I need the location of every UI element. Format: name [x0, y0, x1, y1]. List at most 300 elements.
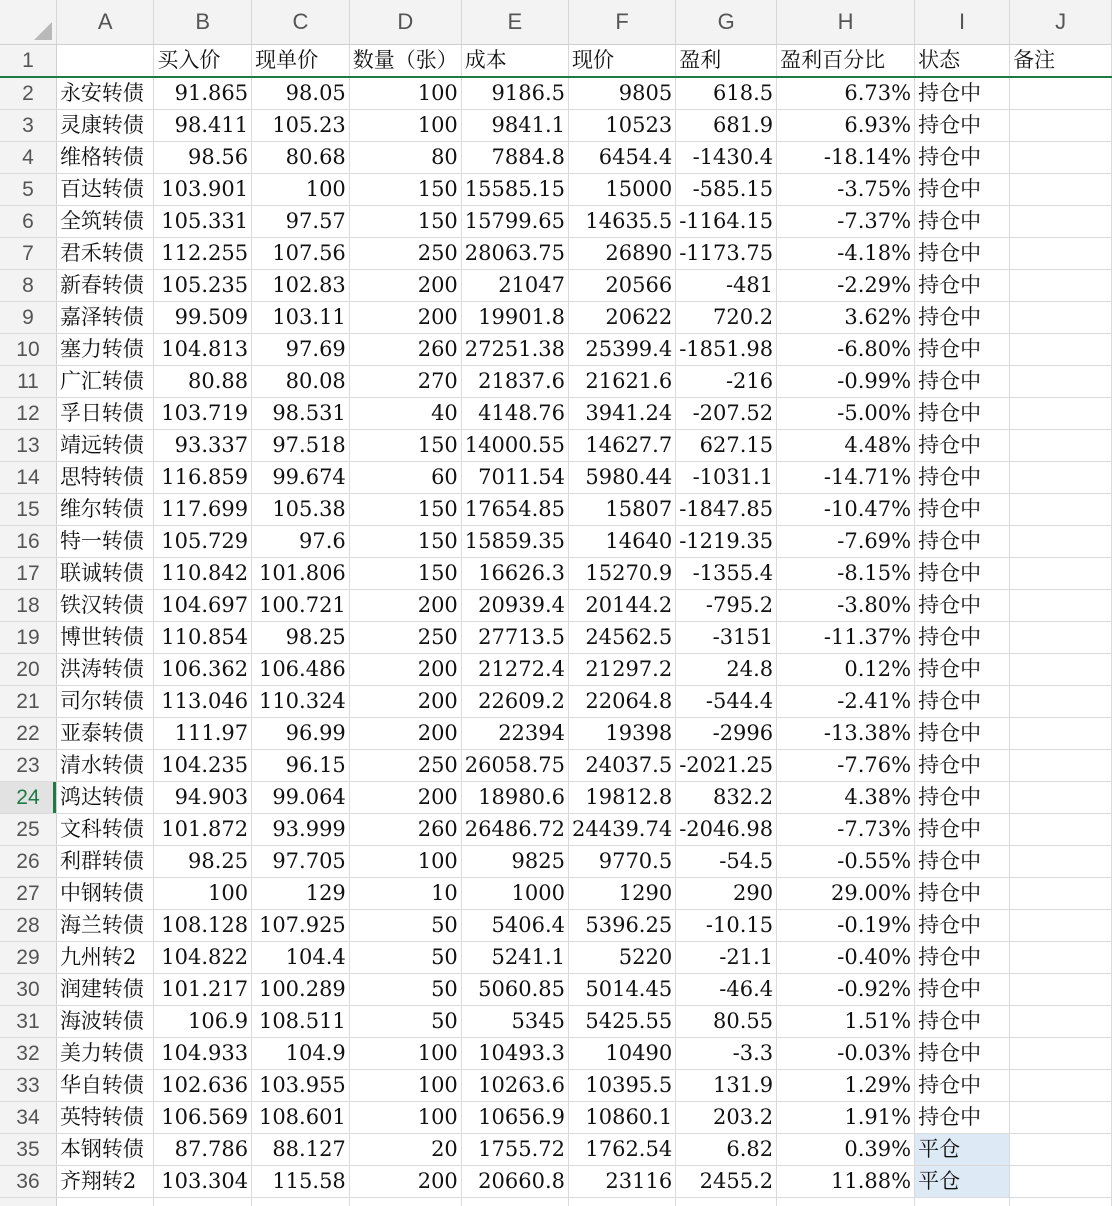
- status-cell[interactable]: 持仓中: [915, 174, 1010, 206]
- status-cell[interactable]: 持仓中: [915, 430, 1010, 462]
- buy-price-cell[interactable]: 111.97: [154, 718, 252, 750]
- cost-cell[interactable]: 9825: [461, 846, 568, 878]
- status-cell[interactable]: 平仓: [915, 1166, 1010, 1198]
- profit-cell[interactable]: -2996: [676, 718, 777, 750]
- buy-price-cell[interactable]: 105.729: [154, 526, 252, 558]
- current-value-cell[interactable]: 14635.5: [569, 206, 676, 238]
- bond-name-cell[interactable]: 永安转债: [56, 77, 153, 110]
- profit-cell[interactable]: -3151: [676, 622, 777, 654]
- row-header[interactable]: 29: [0, 942, 56, 974]
- note-cell[interactable]: [1010, 846, 1112, 878]
- column-header-j[interactable]: J: [1010, 0, 1112, 45]
- note-cell[interactable]: [1010, 974, 1112, 1006]
- cost-cell[interactable]: 7884.8: [461, 142, 568, 174]
- row-header[interactable]: 35: [0, 1134, 56, 1166]
- cost-cell[interactable]: 19901.8: [461, 302, 568, 334]
- profit-percent-cell[interactable]: -14.71%: [777, 462, 915, 494]
- cost-cell[interactable]: 9841.1: [461, 110, 568, 142]
- header-cell[interactable]: 买入价: [154, 45, 252, 78]
- current-value-cell[interactable]: 10395.5: [569, 1070, 676, 1102]
- bond-name-cell[interactable]: 鸿达转债: [56, 782, 153, 814]
- cost-cell[interactable]: 5060.85: [461, 974, 568, 1006]
- row-header[interactable]: 1: [0, 45, 56, 78]
- quantity-cell[interactable]: 150: [349, 494, 461, 526]
- bond-name-cell[interactable]: 百达转债: [56, 174, 153, 206]
- current-unit-price-cell[interactable]: 103.955: [252, 1070, 350, 1102]
- cost-cell[interactable]: 27713.5: [461, 622, 568, 654]
- current-unit-price-cell[interactable]: 97.69: [252, 334, 350, 366]
- cost-cell[interactable]: 22394: [461, 718, 568, 750]
- current-value-cell[interactable]: 5220: [569, 942, 676, 974]
- buy-price-cell[interactable]: 100: [154, 878, 252, 910]
- row-header[interactable]: 3: [0, 110, 56, 142]
- status-cell[interactable]: 持仓中: [915, 1102, 1010, 1134]
- buy-price-cell[interactable]: 105.331: [154, 206, 252, 238]
- row-header[interactable]: 32: [0, 1038, 56, 1070]
- current-unit-price-cell[interactable]: 98.25: [252, 622, 350, 654]
- bond-name-cell[interactable]: 特一转债: [56, 526, 153, 558]
- current-unit-price-cell[interactable]: 108.511: [252, 1006, 350, 1038]
- cost-cell[interactable]: 15859.35: [461, 526, 568, 558]
- buy-price-cell[interactable]: 105.235: [154, 270, 252, 302]
- bond-name-cell[interactable]: 君禾转债: [56, 238, 153, 270]
- cost-cell[interactable]: 1000: [461, 878, 568, 910]
- current-value-cell[interactable]: 20622: [569, 302, 676, 334]
- bond-name-cell[interactable]: 嘉泽转债: [56, 302, 153, 334]
- profit-cell[interactable]: 720.2: [676, 302, 777, 334]
- quantity-cell[interactable]: 10: [349, 878, 461, 910]
- row-header[interactable]: 17: [0, 558, 56, 590]
- current-unit-price-cell[interactable]: 80.08: [252, 366, 350, 398]
- column-header-h[interactable]: H: [777, 0, 915, 45]
- bond-name-cell[interactable]: 铁汉转债: [56, 590, 153, 622]
- profit-percent-cell[interactable]: -13.38%: [777, 718, 915, 750]
- quantity-cell[interactable]: 60: [349, 462, 461, 494]
- note-cell[interactable]: [1010, 718, 1112, 750]
- buy-price-cell[interactable]: 94.903: [154, 782, 252, 814]
- current-value-cell[interactable]: 5014.45: [569, 974, 676, 1006]
- bond-name-cell[interactable]: 孚日转债: [56, 398, 153, 430]
- buy-price-cell[interactable]: 116.859: [154, 462, 252, 494]
- current-value-cell[interactable]: 21621.6: [569, 366, 676, 398]
- profit-cell[interactable]: -1031.1: [676, 462, 777, 494]
- buy-price-cell[interactable]: 93.337: [154, 430, 252, 462]
- bond-name-cell[interactable]: 海兰转债: [56, 910, 153, 942]
- profit-cell[interactable]: -54.5: [676, 846, 777, 878]
- cost-cell[interactable]: 20660.8: [461, 1166, 568, 1198]
- current-unit-price-cell[interactable]: 80.68: [252, 142, 350, 174]
- current-value-cell[interactable]: 1762.54: [569, 1134, 676, 1166]
- status-cell[interactable]: 持仓中: [915, 910, 1010, 942]
- current-value-cell[interactable]: 24037.5: [569, 750, 676, 782]
- status-cell[interactable]: 持仓中: [915, 814, 1010, 846]
- quantity-cell[interactable]: 100: [349, 110, 461, 142]
- status-cell[interactable]: 持仓中: [915, 878, 1010, 910]
- current-value-cell[interactable]: 20144.2: [569, 590, 676, 622]
- profit-cell[interactable]: -21.1: [676, 942, 777, 974]
- cost-cell[interactable]: 5241.1: [461, 942, 568, 974]
- profit-cell[interactable]: -795.2: [676, 590, 777, 622]
- note-cell[interactable]: [1010, 942, 1112, 974]
- profit-percent-cell[interactable]: -3.75%: [777, 174, 915, 206]
- current-value-cell[interactable]: 26890: [569, 238, 676, 270]
- profit-cell[interactable]: -2021.25: [676, 750, 777, 782]
- note-cell[interactable]: [1010, 526, 1112, 558]
- bond-name-cell[interactable]: 华自转债: [56, 1070, 153, 1102]
- current-unit-price-cell[interactable]: 103.11: [252, 302, 350, 334]
- profit-percent-cell[interactable]: 6.93%: [777, 110, 915, 142]
- bond-name-cell[interactable]: 海波转债: [56, 1006, 153, 1038]
- row-header[interactable]: 18: [0, 590, 56, 622]
- row-header[interactable]: 19: [0, 622, 56, 654]
- row-header[interactable]: 2: [0, 77, 56, 110]
- empty-cell[interactable]: [569, 1198, 676, 1206]
- status-cell[interactable]: 持仓中: [915, 846, 1010, 878]
- status-cell[interactable]: 持仓中: [915, 622, 1010, 654]
- profit-cell[interactable]: 131.9: [676, 1070, 777, 1102]
- current-value-cell[interactable]: 20566: [569, 270, 676, 302]
- select-all-corner[interactable]: [0, 0, 56, 45]
- status-cell[interactable]: 持仓中: [915, 270, 1010, 302]
- profit-cell[interactable]: -585.15: [676, 174, 777, 206]
- profit-percent-cell[interactable]: -7.69%: [777, 526, 915, 558]
- quantity-cell[interactable]: 50: [349, 910, 461, 942]
- quantity-cell[interactable]: 250: [349, 622, 461, 654]
- bond-name-cell[interactable]: 英特转债: [56, 1102, 153, 1134]
- note-cell[interactable]: [1010, 77, 1112, 110]
- current-value-cell[interactable]: 15270.9: [569, 558, 676, 590]
- buy-price-cell[interactable]: 112.255: [154, 238, 252, 270]
- current-value-cell[interactable]: 9805: [569, 77, 676, 110]
- buy-price-cell[interactable]: 103.304: [154, 1166, 252, 1198]
- profit-percent-cell[interactable]: -6.80%: [777, 334, 915, 366]
- bond-name-cell[interactable]: 美力转债: [56, 1038, 153, 1070]
- row-header[interactable]: 31: [0, 1006, 56, 1038]
- row-header[interactable]: 22: [0, 718, 56, 750]
- row-header[interactable]: 23: [0, 750, 56, 782]
- quantity-cell[interactable]: 80: [349, 142, 461, 174]
- current-value-cell[interactable]: 5980.44: [569, 462, 676, 494]
- profit-percent-cell[interactable]: 4.48%: [777, 430, 915, 462]
- quantity-cell[interactable]: 150: [349, 174, 461, 206]
- note-cell[interactable]: [1010, 558, 1112, 590]
- current-value-cell[interactable]: 1290: [569, 878, 676, 910]
- profit-cell[interactable]: -1430.4: [676, 142, 777, 174]
- row-header[interactable]: 9: [0, 302, 56, 334]
- profit-percent-cell[interactable]: 29.00%: [777, 878, 915, 910]
- quantity-cell[interactable]: 100: [349, 1102, 461, 1134]
- bond-name-cell[interactable]: 全筑转债: [56, 206, 153, 238]
- cost-cell[interactable]: 21047: [461, 270, 568, 302]
- row-header[interactable]: 24: [0, 782, 56, 814]
- note-cell[interactable]: [1010, 1006, 1112, 1038]
- row-header[interactable]: 15: [0, 494, 56, 526]
- note-cell[interactable]: [1010, 1070, 1112, 1102]
- bond-name-cell[interactable]: 广汇转债: [56, 366, 153, 398]
- note-cell[interactable]: [1010, 1134, 1112, 1166]
- current-unit-price-cell[interactable]: 96.15: [252, 750, 350, 782]
- cost-cell[interactable]: 15799.65: [461, 206, 568, 238]
- column-header-e[interactable]: E: [461, 0, 568, 45]
- empty-cell[interactable]: [915, 1198, 1010, 1206]
- current-value-cell[interactable]: 24562.5: [569, 622, 676, 654]
- note-cell[interactable]: [1010, 462, 1112, 494]
- quantity-cell[interactable]: 250: [349, 750, 461, 782]
- profit-percent-cell[interactable]: -4.18%: [777, 238, 915, 270]
- column-header-b[interactable]: B: [154, 0, 252, 45]
- current-value-cell[interactable]: 19812.8: [569, 782, 676, 814]
- status-cell[interactable]: 持仓中: [915, 238, 1010, 270]
- bond-name-cell[interactable]: 亚泰转债: [56, 718, 153, 750]
- current-unit-price-cell[interactable]: 88.127: [252, 1134, 350, 1166]
- buy-price-cell[interactable]: 103.719: [154, 398, 252, 430]
- bond-name-cell[interactable]: 博世转债: [56, 622, 153, 654]
- profit-cell[interactable]: 24.8: [676, 654, 777, 686]
- profit-cell[interactable]: 832.2: [676, 782, 777, 814]
- current-value-cell[interactable]: 10523: [569, 110, 676, 142]
- status-cell[interactable]: 持仓中: [915, 654, 1010, 686]
- cost-cell[interactable]: 10263.6: [461, 1070, 568, 1102]
- profit-percent-cell[interactable]: -0.03%: [777, 1038, 915, 1070]
- row-header[interactable]: 20: [0, 654, 56, 686]
- profit-percent-cell[interactable]: -0.92%: [777, 974, 915, 1006]
- cost-cell[interactable]: 9186.5: [461, 77, 568, 110]
- profit-percent-cell[interactable]: 1.51%: [777, 1006, 915, 1038]
- cost-cell[interactable]: 4148.76: [461, 398, 568, 430]
- empty-cell[interactable]: [777, 1198, 915, 1206]
- note-cell[interactable]: [1010, 302, 1112, 334]
- buy-price-cell[interactable]: 98.56: [154, 142, 252, 174]
- note-cell[interactable]: [1010, 206, 1112, 238]
- header-cell[interactable]: [56, 45, 153, 78]
- bond-name-cell[interactable]: 齐翔转2: [56, 1166, 153, 1198]
- profit-percent-cell[interactable]: -0.55%: [777, 846, 915, 878]
- cost-cell[interactable]: 5406.4: [461, 910, 568, 942]
- profit-cell[interactable]: -1355.4: [676, 558, 777, 590]
- status-cell[interactable]: 持仓中: [915, 1006, 1010, 1038]
- row-header[interactable]: 28: [0, 910, 56, 942]
- profit-cell[interactable]: -1847.85: [676, 494, 777, 526]
- profit-cell[interactable]: 618.5: [676, 77, 777, 110]
- current-unit-price-cell[interactable]: 115.58: [252, 1166, 350, 1198]
- status-cell[interactable]: 持仓中: [915, 77, 1010, 110]
- buy-price-cell[interactable]: 101.872: [154, 814, 252, 846]
- note-cell[interactable]: [1010, 238, 1112, 270]
- note-cell[interactable]: [1010, 366, 1112, 398]
- current-value-cell[interactable]: 10860.1: [569, 1102, 676, 1134]
- header-cell[interactable]: 成本: [461, 45, 568, 78]
- bond-name-cell[interactable]: 利群转债: [56, 846, 153, 878]
- row-header[interactable]: 14: [0, 462, 56, 494]
- quantity-cell[interactable]: 260: [349, 334, 461, 366]
- profit-cell[interactable]: 2455.2: [676, 1166, 777, 1198]
- profit-cell[interactable]: -3.3: [676, 1038, 777, 1070]
- row-header[interactable]: 11: [0, 366, 56, 398]
- bond-name-cell[interactable]: 靖远转债: [56, 430, 153, 462]
- profit-percent-cell[interactable]: 1.91%: [777, 1102, 915, 1134]
- profit-cell[interactable]: -2046.98: [676, 814, 777, 846]
- cost-cell[interactable]: 21272.4: [461, 654, 568, 686]
- note-cell[interactable]: [1010, 110, 1112, 142]
- buy-price-cell[interactable]: 110.842: [154, 558, 252, 590]
- status-cell[interactable]: 持仓中: [915, 750, 1010, 782]
- buy-price-cell[interactable]: 99.509: [154, 302, 252, 334]
- note-cell[interactable]: [1010, 270, 1112, 302]
- buy-price-cell[interactable]: 91.865: [154, 77, 252, 110]
- row-header[interactable]: 33: [0, 1070, 56, 1102]
- profit-percent-cell[interactable]: -7.76%: [777, 750, 915, 782]
- column-header-a[interactable]: A: [56, 0, 153, 45]
- buy-price-cell[interactable]: 113.046: [154, 686, 252, 718]
- row-header[interactable]: [0, 1198, 56, 1206]
- profit-cell[interactable]: -1173.75: [676, 238, 777, 270]
- note-cell[interactable]: [1010, 1102, 1112, 1134]
- profit-cell[interactable]: -216: [676, 366, 777, 398]
- profit-percent-cell[interactable]: 0.39%: [777, 1134, 915, 1166]
- row-header[interactable]: 12: [0, 398, 56, 430]
- status-cell[interactable]: 持仓中: [915, 142, 1010, 174]
- buy-price-cell[interactable]: 87.786: [154, 1134, 252, 1166]
- quantity-cell[interactable]: 150: [349, 206, 461, 238]
- cost-cell[interactable]: 15585.15: [461, 174, 568, 206]
- bond-name-cell[interactable]: 维格转债: [56, 142, 153, 174]
- current-value-cell[interactable]: 19398: [569, 718, 676, 750]
- row-header[interactable]: 16: [0, 526, 56, 558]
- row-header[interactable]: 10: [0, 334, 56, 366]
- empty-cell[interactable]: [154, 1198, 252, 1206]
- status-cell[interactable]: 平仓: [915, 1134, 1010, 1166]
- note-cell[interactable]: [1010, 878, 1112, 910]
- header-cell[interactable]: 数量（张）: [349, 45, 461, 78]
- buy-price-cell[interactable]: 104.813: [154, 334, 252, 366]
- status-cell[interactable]: 持仓中: [915, 398, 1010, 430]
- quantity-cell[interactable]: 200: [349, 590, 461, 622]
- profit-percent-cell[interactable]: 6.73%: [777, 77, 915, 110]
- current-unit-price-cell[interactable]: 97.518: [252, 430, 350, 462]
- current-value-cell[interactable]: 22064.8: [569, 686, 676, 718]
- empty-cell[interactable]: [349, 1198, 461, 1206]
- current-value-cell[interactable]: 3941.24: [569, 398, 676, 430]
- header-cell[interactable]: 盈利百分比: [777, 45, 915, 78]
- header-cell[interactable]: 盈利: [676, 45, 777, 78]
- row-header[interactable]: 26: [0, 846, 56, 878]
- quantity-cell[interactable]: 270: [349, 366, 461, 398]
- status-cell[interactable]: 持仓中: [915, 974, 1010, 1006]
- profit-percent-cell[interactable]: 4.38%: [777, 782, 915, 814]
- row-header[interactable]: 27: [0, 878, 56, 910]
- profit-cell[interactable]: 627.15: [676, 430, 777, 462]
- current-unit-price-cell[interactable]: 97.6: [252, 526, 350, 558]
- row-header[interactable]: 7: [0, 238, 56, 270]
- profit-percent-cell[interactable]: -0.99%: [777, 366, 915, 398]
- profit-percent-cell[interactable]: -5.00%: [777, 398, 915, 430]
- status-cell[interactable]: 持仓中: [915, 942, 1010, 974]
- cost-cell[interactable]: 20939.4: [461, 590, 568, 622]
- profit-cell[interactable]: -10.15: [676, 910, 777, 942]
- cost-cell[interactable]: 21837.6: [461, 366, 568, 398]
- note-cell[interactable]: [1010, 654, 1112, 686]
- bond-name-cell[interactable]: 九州转2: [56, 942, 153, 974]
- current-unit-price-cell[interactable]: 107.925: [252, 910, 350, 942]
- note-cell[interactable]: [1010, 334, 1112, 366]
- current-value-cell[interactable]: 14627.7: [569, 430, 676, 462]
- status-cell[interactable]: 持仓中: [915, 494, 1010, 526]
- quantity-cell[interactable]: 260: [349, 814, 461, 846]
- current-unit-price-cell[interactable]: 100.721: [252, 590, 350, 622]
- current-unit-price-cell[interactable]: 99.064: [252, 782, 350, 814]
- status-cell[interactable]: 持仓中: [915, 590, 1010, 622]
- profit-cell[interactable]: 80.55: [676, 1006, 777, 1038]
- header-cell[interactable]: 备注: [1010, 45, 1112, 78]
- status-cell[interactable]: 持仓中: [915, 334, 1010, 366]
- current-unit-price-cell[interactable]: 102.83: [252, 270, 350, 302]
- current-value-cell[interactable]: 5396.25: [569, 910, 676, 942]
- cost-cell[interactable]: 5345: [461, 1006, 568, 1038]
- profit-cell[interactable]: 290: [676, 878, 777, 910]
- empty-cell[interactable]: [461, 1198, 568, 1206]
- quantity-cell[interactable]: 100: [349, 1070, 461, 1102]
- quantity-cell[interactable]: 100: [349, 846, 461, 878]
- current-unit-price-cell[interactable]: 93.999: [252, 814, 350, 846]
- current-unit-price-cell[interactable]: 107.56: [252, 238, 350, 270]
- cost-cell[interactable]: 10656.9: [461, 1102, 568, 1134]
- current-value-cell[interactable]: 23116: [569, 1166, 676, 1198]
- column-header-d[interactable]: D: [349, 0, 461, 45]
- empty-cell[interactable]: [676, 1198, 777, 1206]
- buy-price-cell[interactable]: 106.569: [154, 1102, 252, 1134]
- current-value-cell[interactable]: 5425.55: [569, 1006, 676, 1038]
- buy-price-cell[interactable]: 104.933: [154, 1038, 252, 1070]
- profit-percent-cell[interactable]: -18.14%: [777, 142, 915, 174]
- cost-cell[interactable]: 26058.75: [461, 750, 568, 782]
- cost-cell[interactable]: 10493.3: [461, 1038, 568, 1070]
- cost-cell[interactable]: 18980.6: [461, 782, 568, 814]
- row-header[interactable]: 34: [0, 1102, 56, 1134]
- profit-percent-cell[interactable]: -7.37%: [777, 206, 915, 238]
- status-cell[interactable]: 持仓中: [915, 1070, 1010, 1102]
- quantity-cell[interactable]: 250: [349, 238, 461, 270]
- row-header[interactable]: 6: [0, 206, 56, 238]
- profit-cell[interactable]: 681.9: [676, 110, 777, 142]
- status-cell[interactable]: 持仓中: [915, 110, 1010, 142]
- empty-cell[interactable]: [56, 1198, 153, 1206]
- current-value-cell[interactable]: 6454.4: [569, 142, 676, 174]
- profit-percent-cell[interactable]: 11.88%: [777, 1166, 915, 1198]
- quantity-cell[interactable]: 200: [349, 782, 461, 814]
- quantity-cell[interactable]: 100: [349, 77, 461, 110]
- current-value-cell[interactable]: 15000: [569, 174, 676, 206]
- buy-price-cell[interactable]: 103.901: [154, 174, 252, 206]
- note-cell[interactable]: [1010, 590, 1112, 622]
- empty-cell[interactable]: [1010, 1198, 1112, 1206]
- profit-percent-cell[interactable]: -7.73%: [777, 814, 915, 846]
- buy-price-cell[interactable]: 98.25: [154, 846, 252, 878]
- buy-price-cell[interactable]: 101.217: [154, 974, 252, 1006]
- buy-price-cell[interactable]: 104.235: [154, 750, 252, 782]
- bond-name-cell[interactable]: 司尔转债: [56, 686, 153, 718]
- profit-percent-cell[interactable]: -8.15%: [777, 558, 915, 590]
- buy-price-cell[interactable]: 110.854: [154, 622, 252, 654]
- profit-percent-cell[interactable]: -10.47%: [777, 494, 915, 526]
- profit-cell[interactable]: -207.52: [676, 398, 777, 430]
- profit-percent-cell[interactable]: -0.19%: [777, 910, 915, 942]
- note-cell[interactable]: [1010, 782, 1112, 814]
- note-cell[interactable]: [1010, 622, 1112, 654]
- current-unit-price-cell[interactable]: 100.289: [252, 974, 350, 1006]
- profit-percent-cell[interactable]: 0.12%: [777, 654, 915, 686]
- current-unit-price-cell[interactable]: 106.486: [252, 654, 350, 686]
- quantity-cell[interactable]: 200: [349, 270, 461, 302]
